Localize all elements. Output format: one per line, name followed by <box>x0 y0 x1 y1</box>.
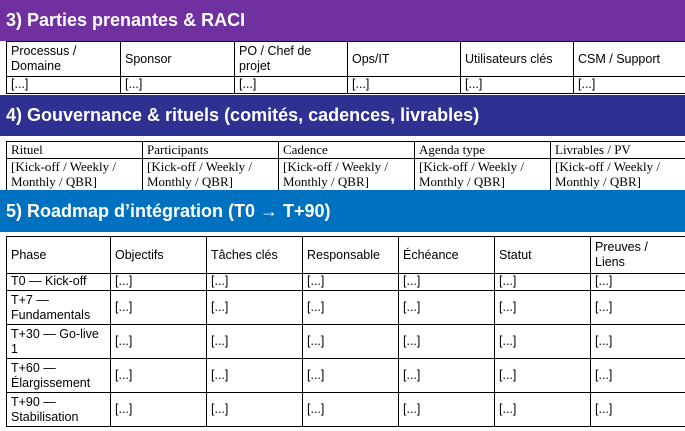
table-cell[interactable]: [...] <box>207 291 303 325</box>
table-cell[interactable]: [...] <box>111 393 207 427</box>
table-cell[interactable]: [...] <box>207 274 303 291</box>
table-cell[interactable]: [...] <box>399 274 495 291</box>
header-cell: Processus / Domaine <box>7 42 121 77</box>
phase-cell: T+7 — Fundamentals <box>7 291 111 325</box>
section-title: 4) Gouvernance & rituels (comités, cadences, livrables) <box>6 105 480 125</box>
header-cell: Cadence <box>279 142 415 159</box>
table-row <box>7 325 685 359</box>
section-title: 3) Parties prenantes & RACI <box>6 10 246 30</box>
header-cell: Utilisateurs clés <box>461 42 574 77</box>
table-cell[interactable]: [...] <box>591 393 685 427</box>
header-cell: Livrables / PV <box>551 142 685 159</box>
header-cell: PO / Chef de projet <box>235 42 348 77</box>
table-row <box>7 77 685 94</box>
table-cell[interactable]: [...] <box>111 359 207 393</box>
table-cell[interactable]: [...] <box>303 393 399 427</box>
raci-table <box>6 41 685 94</box>
table-cell[interactable]: [...] <box>399 359 495 393</box>
table-cell[interactable]: [Kick-off / Weekly / Monthly / QBR] <box>279 159 415 192</box>
table-cell[interactable]: [...] <box>591 291 685 325</box>
header-cell: Responsable <box>303 237 399 274</box>
table-cell[interactable]: [...] <box>399 325 495 359</box>
table-header-row <box>7 142 685 159</box>
table-cell[interactable]: [...] <box>235 77 348 94</box>
table-cell[interactable]: [...] <box>495 359 591 393</box>
table-row <box>7 291 685 325</box>
section-title: 5) Roadmap d’intégration (T0 → T+90) <box>6 200 331 221</box>
table-cell[interactable]: [...] <box>574 77 685 94</box>
gouvernance-table <box>6 141 685 192</box>
section-heading-roadmap <box>0 190 685 232</box>
table-cell[interactable]: [...] <box>303 325 399 359</box>
header-cell: Sponsor <box>121 42 235 77</box>
table-cell[interactable]: [...] <box>303 274 399 291</box>
section-heading-raci <box>0 0 685 41</box>
table-cell[interactable]: [...] <box>495 393 591 427</box>
table-cell[interactable]: [...] <box>111 325 207 359</box>
header-cell: Objectifs <box>111 237 207 274</box>
header-cell: Agenda type <box>415 142 551 159</box>
table-cell[interactable]: [...] <box>303 291 399 325</box>
table-cell[interactable]: [...] <box>495 325 591 359</box>
table-cell[interactable]: [Kick-off / Weekly / Monthly / QBR] <box>415 159 551 192</box>
phase-cell: T+90 — Stabilisation <box>7 393 111 427</box>
table-cell[interactable]: [Kick-off / Weekly / Monthly / QBR] <box>7 159 143 192</box>
table-cell[interactable]: [Kick-off / Weekly / Monthly / QBR] <box>143 159 279 192</box>
table-cell[interactable]: [...] <box>207 325 303 359</box>
table-cell[interactable]: [...] <box>495 291 591 325</box>
table-cell[interactable]: [...] <box>111 291 207 325</box>
table-cell[interactable]: [...] <box>399 393 495 427</box>
table-header-row <box>7 42 685 77</box>
header-cell: Statut <box>495 237 591 274</box>
table-row <box>7 359 685 393</box>
table-cell[interactable]: [...] <box>121 77 235 94</box>
phase-cell: T+30 — Go-live 1 <box>7 325 111 359</box>
phase-cell: T0 — Kick-off <box>7 274 111 291</box>
table-cell[interactable]: [...] <box>399 291 495 325</box>
table-cell[interactable]: [...] <box>207 393 303 427</box>
table-cell[interactable]: [Kick-off / Weekly / Monthly / QBR] <box>551 159 685 192</box>
phase-cell: T+60 — Élargissement <box>7 359 111 393</box>
table-cell[interactable]: [...] <box>303 359 399 393</box>
table-header-row <box>7 237 685 274</box>
table-cell[interactable]: [...] <box>591 325 685 359</box>
table-cell[interactable]: [...] <box>591 359 685 393</box>
table-row <box>7 274 685 291</box>
section-heading-gouvernance <box>0 95 685 136</box>
table-row <box>7 159 685 192</box>
header-cell: Rituel <box>7 142 143 159</box>
header-cell: CSM / Support <box>574 42 685 77</box>
header-cell: Ops/IT <box>348 42 461 77</box>
header-cell: Participants <box>143 142 279 159</box>
table-cell[interactable]: [...] <box>495 274 591 291</box>
table-cell[interactable]: [...] <box>207 359 303 393</box>
header-cell: Tâches clés <box>207 237 303 274</box>
table-cell[interactable]: [...] <box>591 274 685 291</box>
header-cell: Phase <box>7 237 111 274</box>
table-cell[interactable]: [...] <box>348 77 461 94</box>
table-cell[interactable]: [...] <box>111 274 207 291</box>
table-cell[interactable]: [...] <box>7 77 121 94</box>
header-cell: Échéance <box>399 237 495 274</box>
header-cell: Preuves / Liens <box>591 237 685 274</box>
table-row <box>7 393 685 427</box>
roadmap-table <box>6 236 685 427</box>
table-cell[interactable]: [...] <box>461 77 574 94</box>
